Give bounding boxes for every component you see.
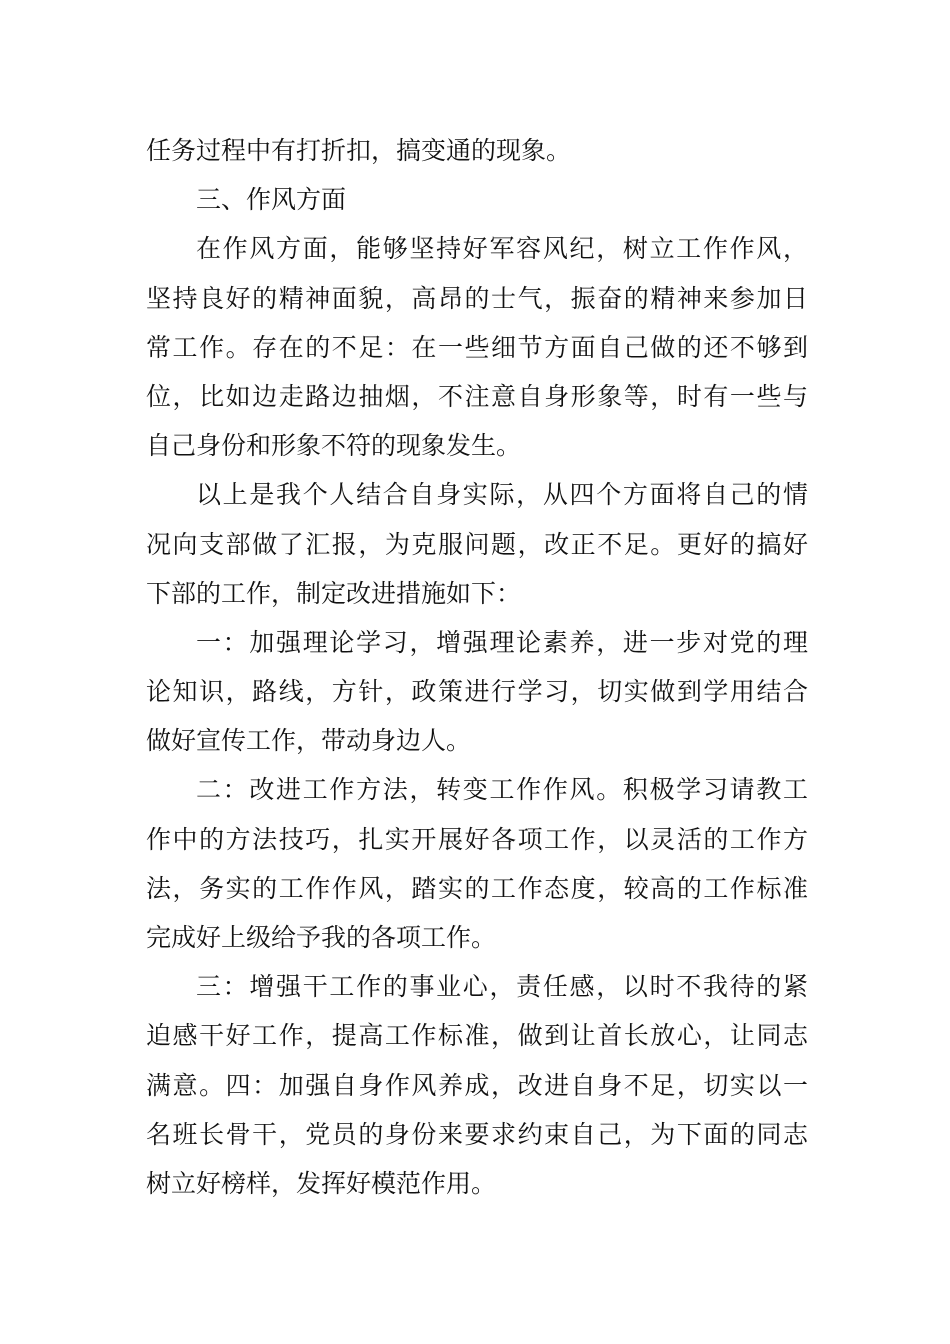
paragraph-line: 做好宣传工作，带动身边人。 <box>146 726 472 756</box>
paragraph-line: 满意。四：加强自身作风养成，改进自身不足，切实以一 <box>146 1070 808 1100</box>
paragraph-line: 况向支部做了汇报，为克服问题，改正不足。更好的搞好 <box>146 529 808 559</box>
paragraph-line: 常工作。存在的不足：在一些细节方面自己做的还不够到 <box>146 332 808 362</box>
document-body <box>146 126 808 1208</box>
paragraph-line: 自己身份和形象不符的现象发生。 <box>146 431 522 461</box>
paragraph-line: 名班长骨干，党员的身份来要求约束自己，为下面的同志 <box>146 1119 808 1149</box>
paragraph-line: 三：增强干工作的事业心，责任感，以时不我待的紧 <box>196 972 808 1002</box>
paragraph-line: 以上是我个人结合自身实际，从四个方面将自己的情 <box>196 480 808 510</box>
paragraph-line: 下部的工作，制定改进措施如下： <box>146 578 522 608</box>
paragraph-line: 作中的方法技巧，扎实开展好各项工作，以灵活的工作方 <box>146 824 808 854</box>
paragraph-line: 树立好榜样，发挥好模范作用。 <box>146 1168 497 1198</box>
paragraph-line: 一：加强理论学习，增强理论素养，进一步对党的理 <box>196 627 808 657</box>
section-heading: 三、作风方面 <box>196 185 347 215</box>
paragraph-line: 完成好上级给予我的各项工作。 <box>146 923 497 952</box>
paragraph-line: 法，务实的工作作风，踏实的工作态度，较高的工作标准 <box>146 873 808 903</box>
paragraph-line: 论知识，路线，方针，政策进行学习，切实做到学用结合 <box>146 677 808 707</box>
paragraph-line: 迫感干好工作，提高工作标准，做到让首长放心，让同志 <box>146 1021 808 1051</box>
paragraph-line: 位，比如边走路边抽烟，不注意自身形象等，时有一些与 <box>146 381 808 411</box>
paragraph-line: 坚持良好的精神面貌，高昂的士气，振奋的精神来参加日 <box>146 283 808 313</box>
paragraph-line: 任务过程中有打折扣，搞变通的现象。 <box>146 136 572 165</box>
paragraph-line: 二：改进工作方法，转变工作作风。积极学习请教工 <box>196 775 808 805</box>
paragraph-line: 在作风方面，能够坚持好军容风纪，树立工作作风， <box>196 234 808 264</box>
